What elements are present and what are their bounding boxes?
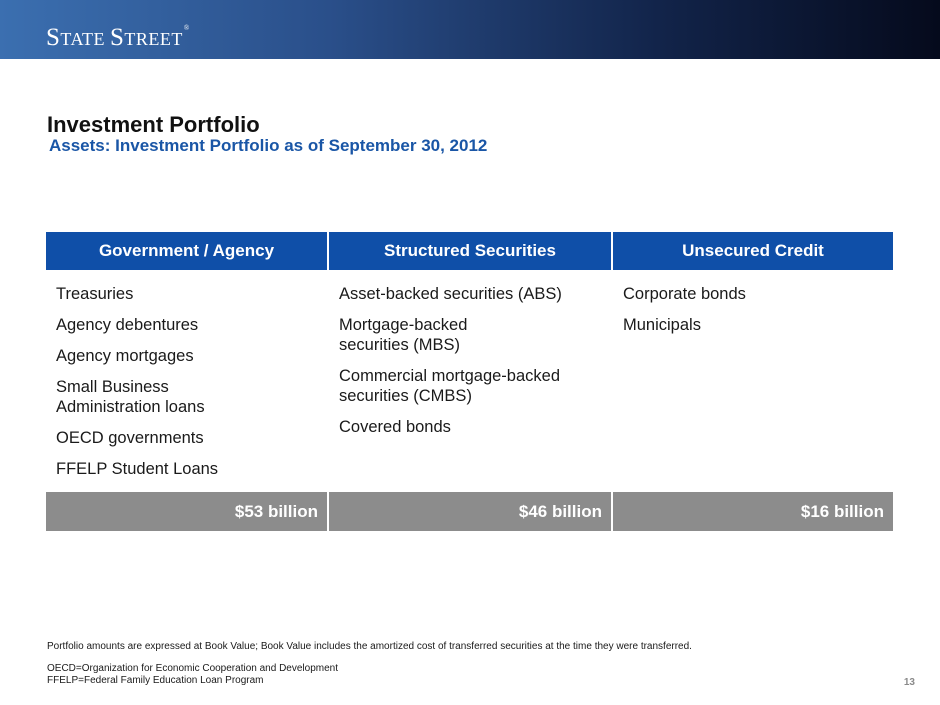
list-item: Asset-backed securities (ABS): [339, 285, 562, 303]
government-agency-column: [46, 270, 327, 492]
list-item: Small Business Administration loans: [56, 378, 205, 416]
table-totals-row: [46, 492, 893, 531]
unsecured-credit-total: $16 billion: [613, 492, 893, 531]
list-item: Commercial mortgage-backed securities (CMBS): [339, 367, 561, 405]
column-header-structured-securities: Structured Securities: [329, 232, 611, 270]
list-item: Municipals: [623, 316, 701, 334]
column-header-unsecured-credit: Unsecured Credit: [613, 232, 893, 270]
table-body: [46, 270, 893, 492]
page-number: 13: [903, 677, 915, 688]
list-item: FFELP Student Loans: [56, 460, 219, 478]
ffelp-footnote: FFELP=Federal Family Education Loan Program: [47, 675, 264, 686]
state-street-logo: STATE STREET®: [46, 24, 190, 51]
list-item: OECD governments: [56, 429, 204, 447]
list-item: Covered bonds: [339, 418, 451, 436]
list-item: Mortgage-backed securities (MBS): [339, 316, 468, 354]
portfolio-table: [46, 232, 893, 531]
list-item: Corporate bonds: [623, 285, 746, 303]
unsecured-credit-column: [613, 270, 893, 492]
book-value-footnote: Portfolio amounts are expressed at Book Value; Book Value includes the amortized cost of transferred securities at the time they were transferred.: [47, 641, 692, 652]
table-header-row: [46, 232, 893, 270]
government-agency-total: $53 billion: [46, 492, 327, 531]
structured-securities-column: [329, 270, 611, 492]
page-title: Investment Portfolio: [47, 112, 260, 137]
list-item: Agency debentures: [56, 316, 199, 334]
column-header-government-agency: Government / Agency: [46, 232, 327, 270]
list-item: Treasuries: [56, 285, 134, 303]
page-subtitle: Assets: Investment Portfolio as of September 30, 2012: [49, 136, 488, 155]
list-item: Agency mortgages: [56, 347, 194, 365]
oecd-footnote: OECD=Organization for Economic Cooperation and Development: [47, 663, 338, 674]
structured-securities-total: $46 billion: [329, 492, 611, 531]
